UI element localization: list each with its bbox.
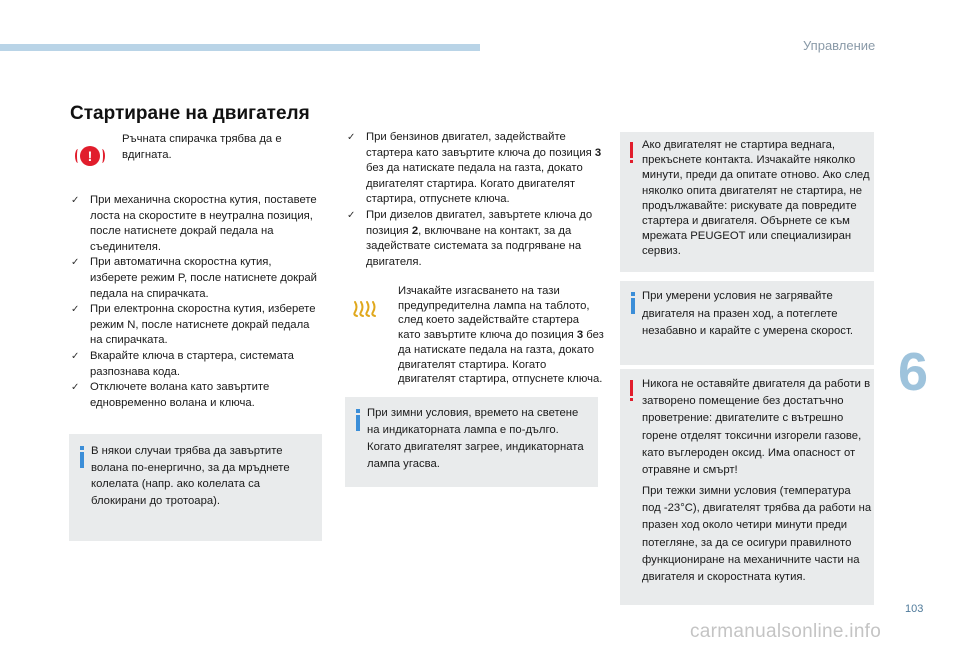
info-box-winter [345,397,598,487]
info-text: При зимни условия, времето на светене на индикаторната лампа е по-дълго. Когато двигателят загрее, индикаторната лампа угасва. [367,407,584,470]
parking-brake-note: Ръчната спирачка трябва да е вдигната. [122,133,282,161]
warning-text: Никога не оставяйте двигателя да работи в затворено помещение без достатъчно проветрение: двигателите с вътрешно горене отделят токсични изгорели газове, като въглероден оксид. Има опасност от отравяне и смърт! [642,378,871,477]
warning-box-ventilation [620,369,874,605]
info-text: В някои случаи трябва да завъртите волана по-енергично, за да мръднете колелата (напр. ако колелата са блокирани до тротоара). [91,445,290,507]
info-box-steering [69,434,322,541]
list-item: ✓ При електронна скоростна кутия, изберете режим N, после натиснете докрай педала на спирачката. [70,302,322,349]
list-item: ✓ Отключете волана като завъртите едновременно волана и ключа. [70,380,322,411]
section-title: Управление [803,38,876,53]
info-icon [631,292,635,314]
list-item: ✓ Вкарайте ключа в стартера, системата разпознава кода. [70,349,322,380]
warning-icon [630,380,633,402]
warning-text: При тежки зимни условия (температура под -23°C), двигателят трябва да работи на празен ход около четири минути преди потегляне, за да се осигури правилното функциониране на механичните части на двигателя и скоростната кутия. [642,485,872,584]
engine-start-list [346,130,602,270]
parking-brake-warning-icon: ! [80,146,100,166]
page-title: Стартиране на двигателя [70,103,310,124]
info-icon [80,446,84,468]
list-item: ✓ При дизелов двигател, завъртете ключа до позиция 2, включване на контакт, за да задействате системата за подгряване на двигателя. [346,208,602,270]
list-item: ✓ При автоматична скоростна кутия, изберете режим P, после натиснете докрай педала на спирачката. [70,255,322,302]
glow-plug-note: Изчакайте изгасването на тази предупредителна лампа на таблото, след което задействайте стартера като завъртите ключа до позиция 3 без да натискате педала на газта, докато двигателят стартира. Когато двигателят стартира, отпуснете ключа. [398,285,604,386]
page-number: 103 [905,603,924,615]
warning-text: Ако двигателят не стартира веднага, прекъснете контакта. Изчакайте няколко минути, преди да опитате отново. Ако след няколко опита двигателят не стартира, не продължавайте: рискувате да повредите стартера и двигателя. Обърнете се към мрежата PEUGEOT или специализиран сервиз. [642,139,870,258]
info-text: При умерени условия не загрявайте двигателя на празен ход, а потеглете незабавно и карайте с умерена скорост. [642,290,854,337]
warning-icon [630,142,633,164]
watermark: carmanualsonline.info [690,621,882,642]
chapter-number: 6 [898,342,929,402]
warning-box-no-start [620,132,874,272]
list-item: ✓ При бензинов двигател, задействайте стартера като завъртите ключа до позиция 3 без да натискате педала на газта, докато двигателят стартира. Когато двигателят стартира, отпуснете ключа. [346,130,602,208]
info-icon [356,409,360,431]
header-accent-bar [0,44,480,51]
glow-plug-preheating-icon [352,300,380,318]
info-box-moderate [620,281,874,365]
start-prep-list [70,193,322,411]
list-item: ✓ При механична скоростна кутия, поставете лоста на скоростите в неутрална позиция, после натиснете докрай педала на съединителя. [70,193,322,255]
